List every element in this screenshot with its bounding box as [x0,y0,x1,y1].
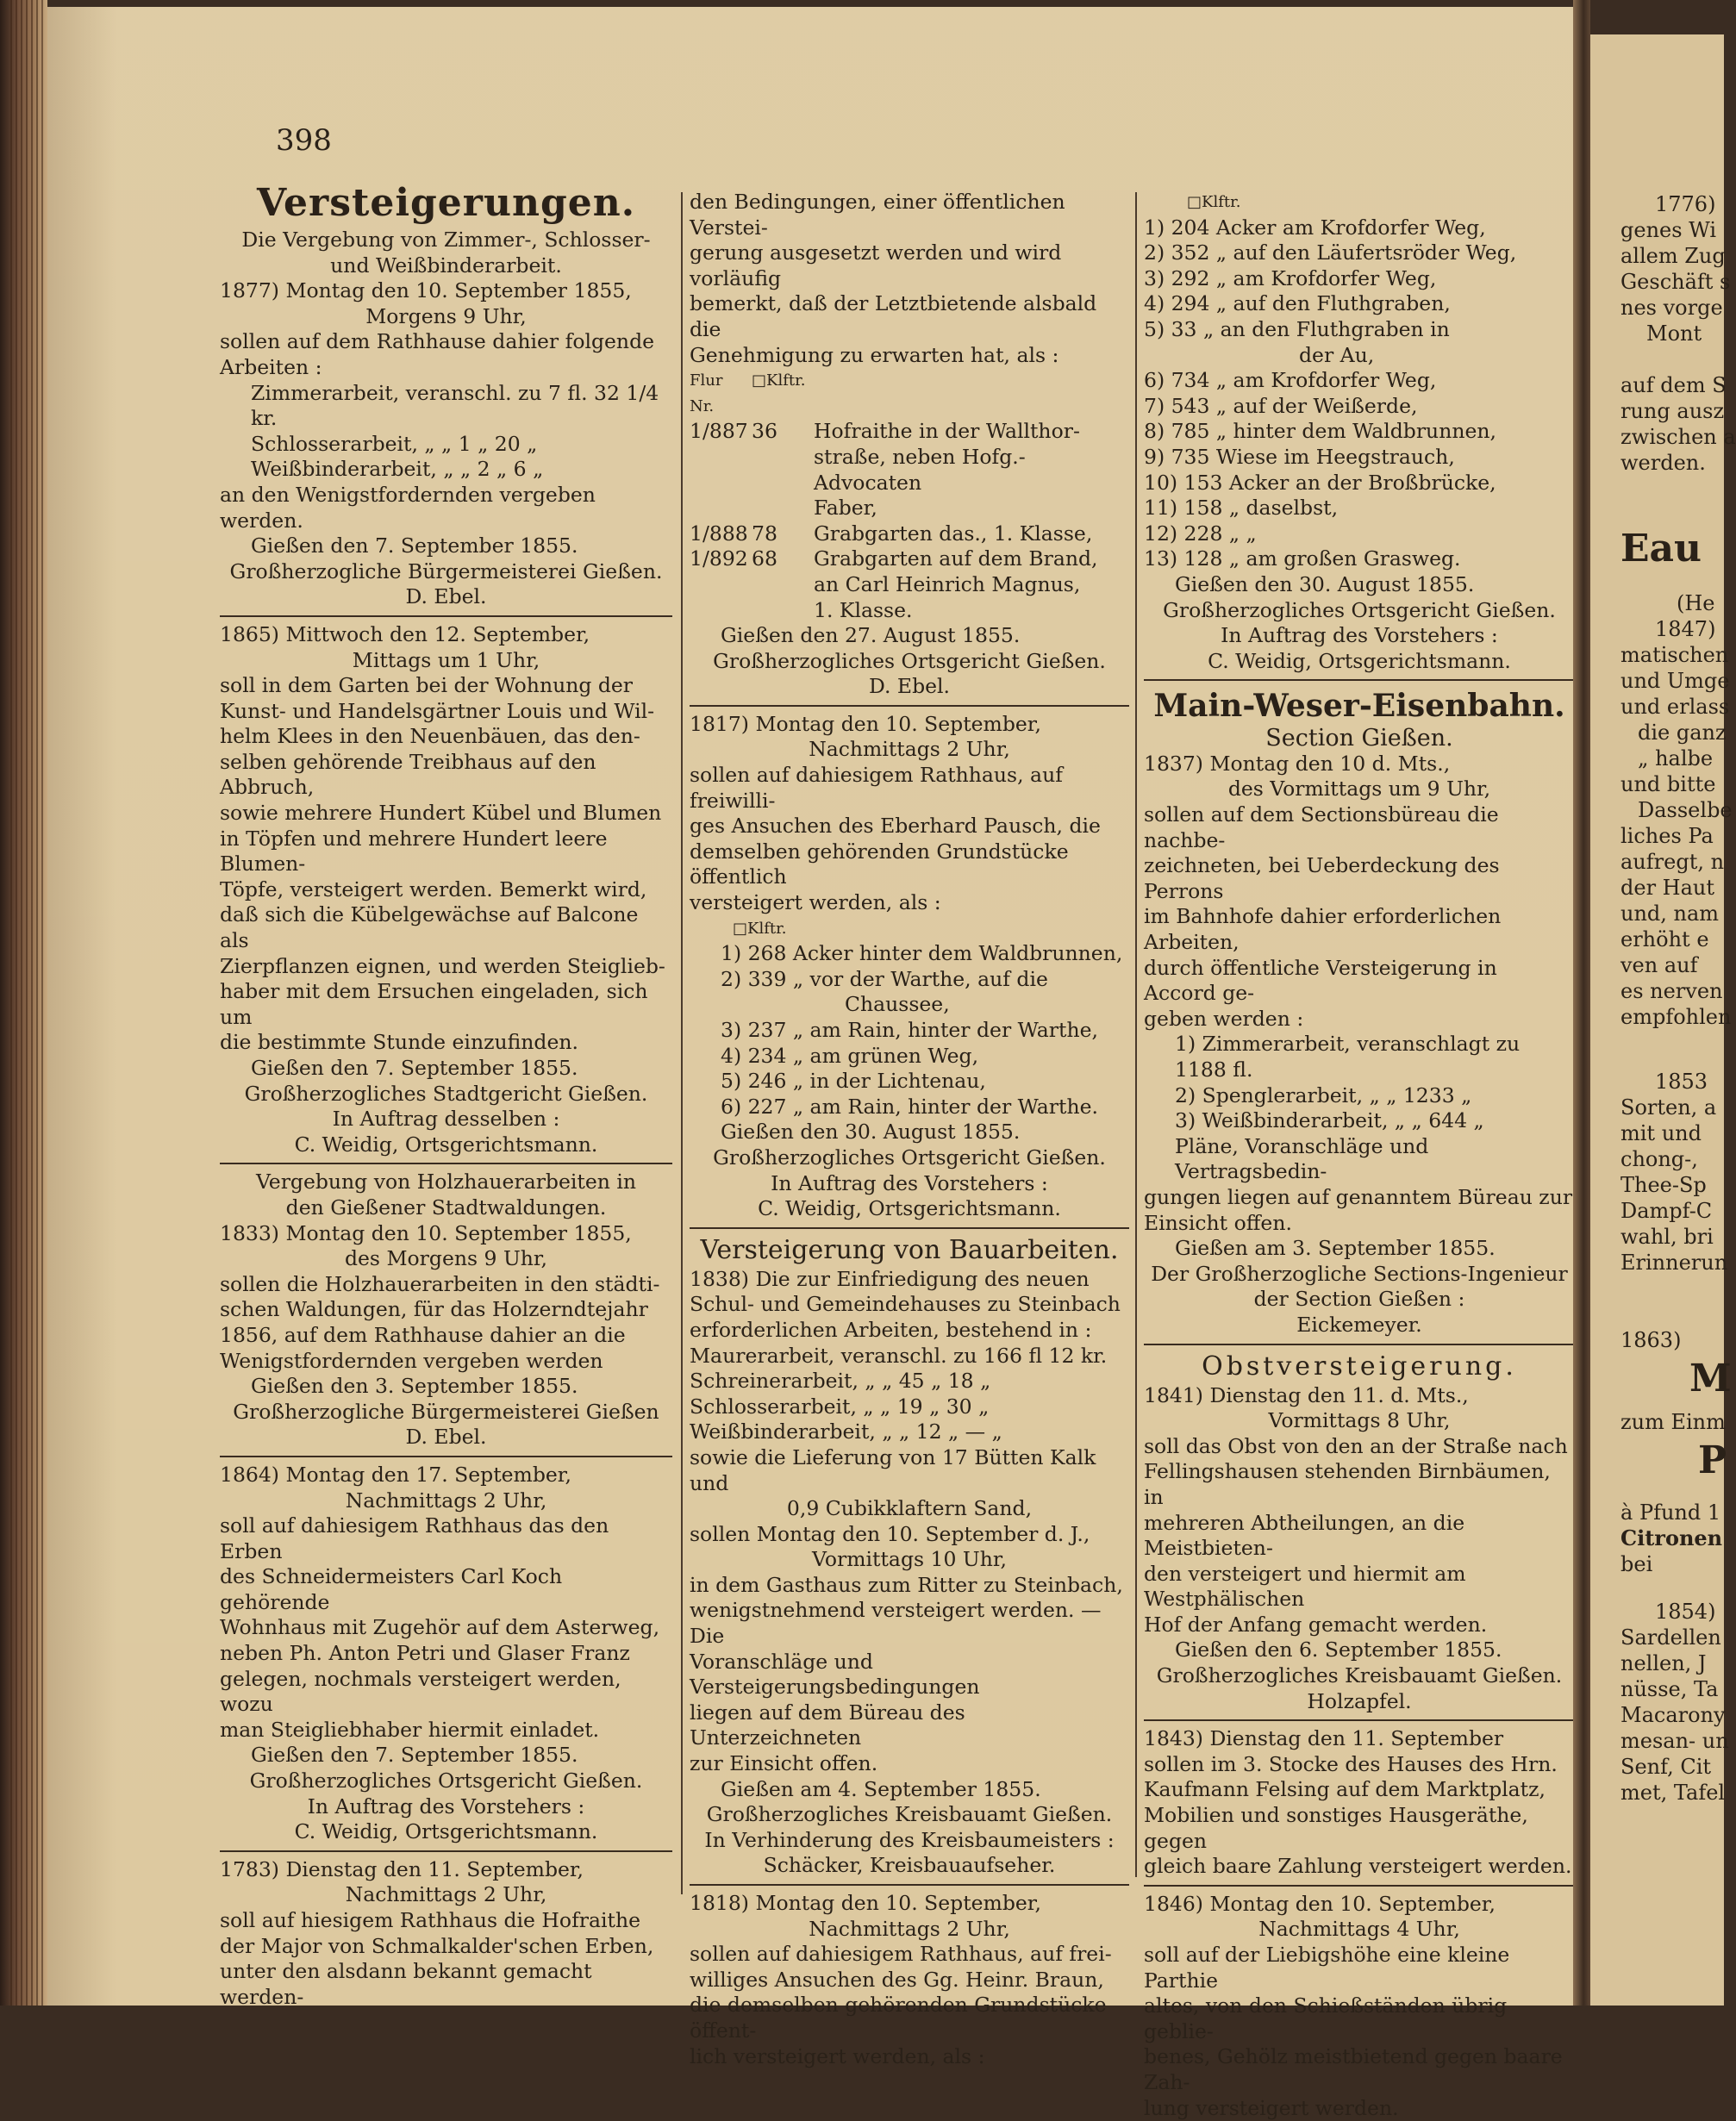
table-cell: 68 [752,546,777,571]
notice-line: die bestimmte Stunde einzufinden. [220,1030,578,1055]
table-row: 4) 294 „ auf den Fluthgraben, [1144,291,1451,316]
table-cell: 1/888 [690,521,748,546]
table-cell: Hofraithe in der Wallthor- [814,419,1080,444]
notice-line: 2) Spenglerarbeit, „ „ 1233 „ [1175,1082,1472,1107]
notice-line: williges Ansuchen des Gg. Heinr. Braun, [690,1967,1104,1992]
notice-title: und Weißbinderarbeit. [330,253,562,278]
notice-line: 1818) Montag den 10. September, [690,1891,1041,1915]
table-row: 2) 339 „ vor der Warthe, auf die [721,966,1048,991]
facing-line: empfohlen [1620,1005,1732,1029]
facing-heading: P [1698,1438,1727,1482]
facing-line: chong-, [1620,1147,1698,1171]
section-heading: Versteigerungen. [256,181,636,225]
table-row: 8) 785 „ hinter dem Waldbrunnen, [1144,419,1496,444]
table-row: 2) 352 „ auf den Läufertsröder Weg, [1144,240,1517,265]
notice-signature: Der Großherzogliche Sections-Ingenieur [1151,1261,1568,1286]
facing-line: 1854) [1655,1600,1716,1624]
notice-rule [1144,1885,1575,1887]
notice-signature: D. Ebel. [405,584,487,609]
notice-date: Gießen am 3. September 1855. [1175,1236,1496,1261]
notice-line: unter den alsdann bekannt gemacht werden- [220,1959,592,2009]
notice-rule [1144,1344,1575,1345]
notice-line: gungen liegen auf genanntem Büreau zur [1144,1184,1573,1209]
notice-line: Vormittags 8 Uhr, [1268,1408,1451,1433]
facing-line: die ganz [1638,721,1727,745]
facing-line: und bitte [1620,772,1716,796]
notice-line: versteigert werden, als : [690,890,941,915]
notice-line: Einsicht offen. [1144,1210,1292,1235]
notice-signature: Großherzogliches Ortsgericht Gießen. [713,1145,1106,1170]
notice-line: Pläne, Voranschläge und Vertragsbedin- [1175,1133,1429,1184]
notice-line: soll auf hiesigem Rathhaus die Hofraithe [220,1908,641,1932]
facing-line: nes vorge [1620,296,1723,320]
facing-line: ven auf [1620,953,1698,977]
notice-signature: Großherzogliches Ortsgericht Gießen. [1163,597,1556,622]
facing-line: und, nam [1620,901,1720,926]
table-row: 1) 268 Acker hinter dem Waldbrunnen, [721,941,1123,966]
table-row: Chaussee, [845,992,950,1017]
table-row: 3) 237 „ am Rain, hinter der Warthe, [721,1018,1098,1042]
facing-line: liches Pa [1620,824,1714,848]
facing-line: erhöht e [1620,927,1709,951]
notice-line: zur Einsicht offen. [690,1751,878,1776]
facing-line: bei [1620,1552,1653,1576]
notice-line: Hof der Anfang gemacht werden. [1144,1612,1488,1637]
notice-signature: In Auftrag des Vorstehers : [1221,623,1498,648]
notice-line: an den Wenigstfordernden vergeben werden. [220,482,596,533]
table-row: 6) 227 „ am Rain, hinter der Warthe. [721,1094,1098,1119]
table-cell: 78 [752,521,777,546]
notice-line: demselben gehörenden Grundstücke öffentlich [690,839,1069,889]
notice-line: sollen im 3. Stocke des Hauses des Hrn. [1144,1751,1558,1776]
notice-signature: Großherzogliches Stadtgericht Gießen. [244,1081,648,1106]
notice-line: Zierpflanzen eignen, und werden Steiglieb- [220,953,665,978]
notice-signature: Großherzogliches Ortsgericht Gießen. [713,648,1106,673]
notice-rule [220,1163,672,1164]
facing-line: aufregt, n [1620,850,1725,874]
notice-line: 1864) Montag den 17. September, [220,1462,571,1487]
notice-line: Schreinerarbeit, „ „ 45 „ 18 „ [690,1369,991,1394]
notice-rule [220,615,672,617]
notice-line: 1843) Dienstag den 11. September [1144,1726,1504,1751]
notice-rule [690,1227,1129,1229]
notice-signature: der Section Gießen : [1253,1287,1465,1312]
facing-line: es nerven [1620,979,1723,1003]
table-row: 12) 228 „ „ [1144,521,1257,546]
notice-line: Nachmittags 2 Uhr, [809,1916,1010,1941]
notice-title: den Gießener Stadtwaldungen. [285,1195,607,1220]
column-divider-1 [681,192,683,1894]
notice-signature: D. Ebel. [868,674,951,699]
notice-line: sowie die Lieferung von 17 Bütten Kalk und [690,1444,1096,1495]
notice-line: man Steigliebhaber hiermit einladet. [220,1717,600,1742]
table-row: 3) 292 „ am Krofdorfer Weg, [1144,265,1437,290]
notice-line: 0,9 Cubikklaftern Sand, [786,1496,1033,1521]
facing-line: Macarony [1620,1703,1726,1727]
table-row: 5) 33 „ an den Fluthgraben in [1144,316,1450,341]
notice-line: helm Klees in den Neuenbäuen, das den- [220,724,640,749]
notice-line: den versteigert und hiermit am Westphälischen [1144,1561,1466,1612]
notice-date: Gießen den 27. August 1855. [721,623,1021,648]
table-cell: straße, neben Hofg.-Advocaten [814,444,1026,495]
notice-line: Vormittags 10 Uhr, [812,1547,1007,1572]
table-cell: 1. Klasse. [814,597,913,622]
notice-signature: C. Weidig, Ortsgerichtsmann. [758,1196,1061,1221]
book-gutter [1573,0,1590,2006]
notice-line: des Vormittags um 9 Uhr, [1227,777,1491,802]
notice-rule [1144,679,1575,681]
notice-line: die demselben gehörenden Grundstücke öffent- [690,1993,1107,2043]
notice-rule [220,1850,672,1852]
facing-line: werden. [1620,451,1706,475]
notice-line: erforderlichen Arbeiten, bestehend in : [690,1317,1092,1342]
notice-line: Weißbinderarbeit, „ „ 2 „ 6 „ [251,457,544,482]
facing-line: rung ausz [1620,399,1725,423]
notice-signature: C. Weidig, Ortsgerichtsmann. [294,1819,598,1844]
notice-line: Nachmittags 2 Uhr, [345,1488,547,1513]
table-row: 9) 735 Wiese im Heegstrauch, [1144,444,1455,469]
notice-line: in Töpfen und mehrere Hundert leere Blumen- [220,826,608,876]
facing-line: 1847) [1655,617,1716,641]
notice-line: Arbeiten : [220,354,322,379]
notice-line: selben gehörende Treibhaus auf den Abbruch, [220,749,596,800]
notice-signature: Holzapfel. [1307,1688,1412,1713]
notice-line: soll das Obst von den an der Straße nach [1144,1433,1568,1458]
facing-line: zum Einm [1620,1410,1726,1434]
notice-signature: In Auftrag des Vorstehers : [771,1170,1048,1195]
notice-line: 1817) Montag den 10. September, [690,711,1041,736]
notice-line: Nachmittags 4 Uhr, [1258,1917,1460,1942]
notice-title: Die Vergebung von Zimmer-, Schlosser- [241,228,651,252]
notice-signature: D. Ebel. [405,1425,487,1450]
table-row: 6) 734 „ am Krofdorfer Weg, [1144,368,1437,393]
notice-line: Schlosserarbeit, „ „ 19 „ 30 „ [690,1394,990,1419]
notice-title: Vergebung von Holzhauerarbeiten in [255,1170,637,1195]
notice-date: Gießen den 7. September 1855. [251,1056,578,1080]
notice-date: Gießen den 6. September 1855. [1175,1638,1502,1662]
notice-signature: Großherzogliches Kreisbauamt Gießen. [706,1802,1113,1827]
column-2 [690,190,1129,2069]
notice-line: 1) Zimmerarbeit, veranschlagt zu 1188 fl. [1175,1032,1521,1082]
facing-line: Senf, Cit [1620,1755,1712,1779]
facing-line: genes Wi [1620,218,1717,242]
notice-signature: Großherzogliche Bürgermeisterei Gießen. [229,558,663,583]
table-header-cell: □Klftr. [752,371,806,390]
facing-line: nellen, J [1620,1651,1707,1675]
notice-line: haber mit dem Ersuchen eingeladen, sich um [220,979,648,1029]
notice-line: Voranschläge und Versteigerungsbedingungen [690,1649,980,1700]
notice-line: geben werden : [1144,1006,1304,1031]
notice-signature: Großherzogliches Kreisbauamt Gießen. [1156,1663,1563,1688]
notice-line: liegen auf dem Büreau des Unterzeichneten [690,1700,965,1750]
notice-line: Kunst- und Handelsgärtner Louis und Wil- [220,698,655,723]
notice-line: Wohnhaus mit Zugehör auf dem Asterweg, [220,1615,660,1640]
table-header [690,368,1129,419]
notice-line: soll auf dahiesigem Rathhaus das den Erben [220,1513,609,1563]
notice-signature: C. Weidig, Ortsgerichtsmann. [1208,648,1511,673]
notice-line: 1865) Mittwoch den 12. September, [220,621,590,646]
notice-line: in dem Gasthaus zum Ritter zu Steinbach, [690,1572,1123,1597]
notice-line: Mobilien und sonstiges Hausgeräthe, gegen [1144,1803,1528,1853]
facing-line: à Pfund 1 [1620,1500,1721,1525]
notice-line: durch öffentliche Versteigerung in Accord ge- [1144,955,1497,1006]
notice-signature: In Auftrag desselben : [332,1107,560,1132]
notice-line: sowie mehrere Hundert Kübel und Blumen [220,801,662,826]
notice-line: Maurerarbeit, veranschl. zu 166 fl 12 kr. [690,1343,1108,1368]
notice-title: Versteigerung von Bauarbeiten. [700,1234,1119,1265]
facing-line: mesan- un [1620,1729,1729,1753]
facing-line: „ halbe [1638,746,1714,770]
notice-rule [220,1456,672,1457]
notice-title: Obstversteigerung. [1202,1351,1517,1382]
notice-signature: In Auftrag des Vorstehers : [307,1793,585,1818]
table-cell: 1/887 [690,419,748,444]
table-cell: 36 [752,419,777,444]
notice-line: sollen auf dahiesigem Rathhaus, auf freiwilli- [690,763,1063,813]
table-row [690,419,1129,445]
notice-date: Gießen den 7. September 1855. [251,533,578,558]
notice-line: Morgens 9 Uhr, [365,303,527,328]
notice-date: Gießen den 30. August 1855. [721,1120,1021,1145]
notice-line: im Bahnhofe dahier erforderlichen Arbeiten, [1144,904,1502,955]
notice-line: bemerkt, daß der Letztbietende alsbald die [690,291,1097,341]
notice-line: neben Ph. Anton Petri und Glaser Franz [220,1641,630,1666]
facing-line: Citronen [1620,1525,1723,1550]
table-cell: 1/892 [690,546,748,571]
column-divider-2 [1135,192,1137,1877]
facing-line: Dasselbe [1638,798,1733,822]
table-row: 13) 128 „ am großen Grasweg. [1144,546,1461,571]
facing-heading: M [1689,1357,1732,1400]
column-3 [1144,190,1575,2121]
notice-line: des Morgens 9 Uhr, [344,1246,548,1271]
notice-line: daß sich die Kübelgewächse auf Balcone als [220,902,639,953]
notice-rule [1144,1719,1575,1721]
notice-signature: C. Weidig, Ortsgerichtsmann. [294,1132,598,1157]
notice-line: 1783) Dienstag den 11. September, [220,1856,584,1881]
table-row: 10) 153 Acker an der Broßbrücke, [1144,470,1496,495]
notice-line: mehreren Abtheilungen, an die Meistbieten- [1144,1510,1465,1561]
table-row: 1) 204 Acker am Krofdorfer Weg, [1144,215,1486,240]
newspaper-page [47,7,1573,2120]
notice-line: altes, von den Schießständen übrig geblie- [1144,1993,1508,2043]
notice-line: den Bedingungen, einer öffentlichen Verstei- [690,190,1065,240]
notice-line: wenigstnehmend versteigert werden. — Die [690,1598,1102,1649]
notice-line: sollen auf dahiesigem Rathhaus, auf frei- [690,1942,1112,1967]
facing-line: der Haut [1620,876,1715,900]
facing-line: Geschäft s [1620,270,1731,294]
notice-line: 1846) Montag den 10. September, [1144,1891,1496,1916]
facing-line: Thee-Sp [1620,1173,1707,1197]
facing-line: 1863) [1620,1328,1682,1352]
notice-signature: Großherzogliche Bürgermeisterei Gießen [233,1399,659,1424]
notice-line: des Schneidermeisters Carl Koch gehörende [220,1564,563,1614]
table-row: der Au, [1299,342,1375,367]
notice-line: Schlosserarbeit, „ „ 1 „ 20 „ [251,431,538,456]
facing-line: und Umge [1620,669,1730,693]
notice-line: lich versteigert werden, als : [690,2043,985,2068]
notice-signature: Eickemeyer. [1296,1312,1422,1337]
table-cell: Grabgarten das., 1. Klasse, [814,521,1093,546]
notice-line: Genehmigung zu erwarten hat, als : [690,342,1059,367]
facing-line: auf dem S [1620,373,1727,397]
notice-line: gleich baare Zahlung versteigert werden. [1144,1854,1572,1879]
facing-line: mit und [1620,1121,1702,1145]
facing-line: und erlass [1620,695,1730,719]
page-edges [10,0,45,2006]
notice-line: ges Ansuchen des Eberhard Pausch, die [690,814,1101,839]
notice-line: Mittags um 1 Uhr, [352,647,540,672]
notice-line: schen Waldungen, für das Holzerndtejahr [220,1297,648,1322]
notice-title: Main-Weser-Eisenbahn. [1153,688,1565,725]
facing-line: Sardellen [1620,1625,1721,1650]
notice-line: 1856, auf dem Rathhause dahier an die [220,1322,626,1347]
notice-line: 3) Weißbinderarbeit, „ „ 644 „ [1175,1108,1484,1133]
facing-line: wahl, bri [1620,1225,1714,1249]
facing-line: nüsse, Ta [1620,1677,1719,1701]
facing-page [1590,34,1736,2006]
notice-rule [690,705,1129,707]
notice-signature: Großherzogliches Ortsgericht Gießen. [249,1769,643,1793]
notice-line: sollen auf dem Rathhause dahier folgende [220,329,655,354]
notice-rule [690,1884,1129,1886]
notice-line: Töpfe, versteigert werden. Bemerkt wird, [220,876,647,901]
table-row: 4) 234 „ am grünen Weg, [721,1043,979,1068]
page-number: 398 [276,123,332,158]
notice-subtitle: Section Gießen. [1265,725,1453,752]
table-cell: Grabgarten auf dem Brand, [814,546,1098,571]
notice-line: soll auf der Liebigshöhe eine kleine Parthie [1144,1943,1510,1993]
notice-signature: In Verhinderung des Kreisbaumeisters : [704,1827,1115,1852]
notice-line: gerung ausgesetzt werden und wird vorläufig [690,240,1062,290]
notice-line: soll in dem Garten bei der Wohnung der [220,673,634,698]
facing-line: 1776) [1655,192,1716,216]
facing-line: Sorten, a [1620,1095,1717,1120]
notice-date: Gießen den 7. September 1855. [251,1743,578,1768]
notice-line: 1837) Montag den 10 d. Mts., [1144,751,1451,776]
facing-line: Mont [1646,321,1702,346]
facing-line: 1853 [1655,1070,1708,1094]
notice-line: lung versteigert werden. [1144,2095,1399,2120]
facing-line: (He [1677,591,1715,615]
notice-date: Gießen den 30. August 1855. [1175,571,1475,596]
notice-line: Weißbinderarbeit, „ „ 12 „ — „ [690,1419,1002,1444]
notice-line: Nachmittags 2 Uhr, [345,1882,547,1907]
notice-date: Gießen am 4. September 1855. [721,1776,1041,1801]
notice-line: Schul- und Gemeindehauses zu Steinbach [690,1292,1121,1317]
table-row [690,521,1129,547]
table-row: 5) 246 „ in der Lichtenau, [721,1069,986,1094]
notice-line: benes, Gehölz meistbietend gegen baare Zah- [1144,2044,1563,2094]
notice-line: sollen auf dem Sectionsbüreau die nachbe- [1144,802,1499,852]
notice-line: 1833) Montag den 10. September 1855, [220,1220,632,1245]
notice-line: Fellingshausen stehenden Birnbäumen, in [1144,1459,1551,1509]
table-header-cell: Flur Nr. [690,371,723,415]
table-header-cell: □Klftr. [1187,193,1241,211]
table-row: 11) 158 „ daselbst, [1144,496,1339,521]
facing-line: Erinnerun [1620,1251,1728,1275]
facing-heading: Eau [1620,527,1702,571]
notice-line: sollen Montag den 10. September d. J., [690,1521,1090,1546]
notice-line: 1841) Dienstag den 11. d. Mts., [1144,1382,1469,1407]
notice-line: Nachmittags 2 Uhr, [809,737,1010,762]
facing-line: Dampf-C [1620,1199,1713,1223]
table-row: 7) 543 „ auf der Weißerde, [1144,393,1418,418]
table-row [690,546,1129,572]
notice-line: Wenigstfordernden vergeben werden [220,1348,603,1373]
notice-date: Gießen den 3. September 1855. [251,1374,578,1399]
notice-line: der Major von Schmalkalder'schen Erben, [220,1933,654,1958]
table-cell: an Carl Heinrich Magnus, [814,571,1081,596]
notice-line: Kaufmann Felsing auf dem Marktplatz, [1144,1777,1546,1802]
notice-line: 1838) Die zur Einfriedigung des neuen [690,1266,1090,1291]
facing-line: zwischen a [1620,425,1736,449]
notice-line: gelegen, nochmals versteigert werden, wozu [220,1666,621,1717]
notice-line: 1877) Montag den 10. September 1855, [220,278,632,303]
notice-line: sollen die Holzhauerarbeiten in den städti- [220,1271,660,1296]
facing-line: matischen [1620,643,1729,667]
notice-signature: Schäcker, Kreisbauaufseher. [763,1853,1056,1878]
notice-line: Zimmerarbeit, veranschl. zu 7 fl. 32 1/4 kr. [251,380,659,431]
facing-line: met, Tafel [1620,1781,1726,1805]
column-1 [220,179,672,2010]
facing-line: allem Zug [1620,244,1726,268]
table-cell: Faber, [814,496,877,521]
table-header-cell: □Klftr. [733,919,787,938]
notice-line: zeichneten, bei Ueberdeckung des Perrons [1144,853,1500,903]
